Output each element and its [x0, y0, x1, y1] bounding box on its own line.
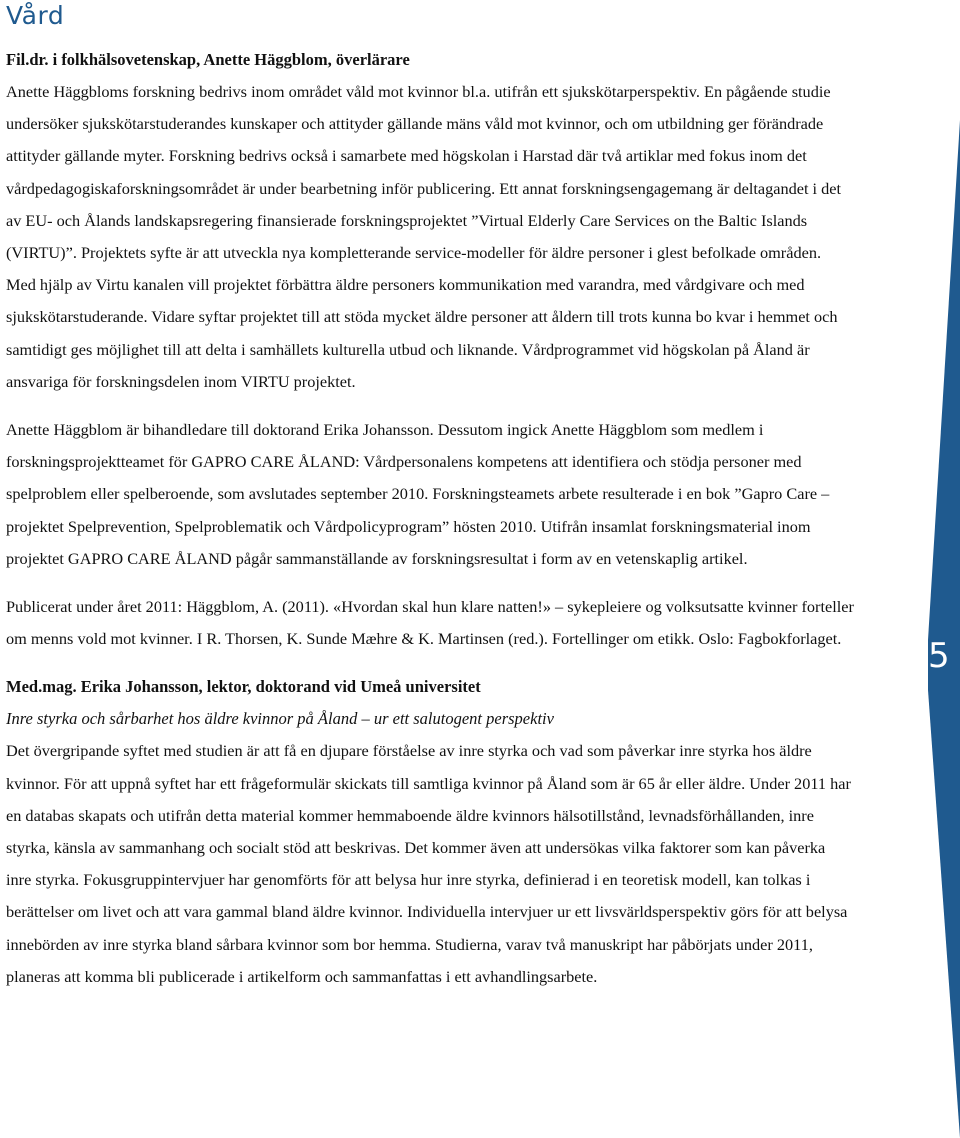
paragraph: Det övergripande syftet med studien är att få en djupare förståelse av inre styrka och vad som påverkar inre styrka hos äldre kvinnor. För att uppnå syftet har ett frågeformulär skickats till samtliga kvinnor på Åland som är 65 år eller äldre. Under 2011 har en databas skapats och utifrån detta material kommer hemmaboende äldre kvinnors hälsotillstånd, levnadsförhållanden, inre styrka, känsla av sammanhang och socialt stöd att beskrivas. Det kommer även att undersökas vilka faktorer som kan påverka inre styrka. Fokusgruppintervjuer har genomförts för att belysa hur inre styrka, definierad i en teoretisk modell, kan tolkas i berättelser om livet och att vara gammal bland äldre kvinnor. Individuella intervjuer ur ett livsvärldsperspektiv görs för att belysa innebörden av inre styrka bland sårbara kvinnor som bor hemma. Studierna, varav två manuskript har påbörjats under 2011, planeras att komma bli publicerade i artikelform och sammanfattas i ett avhandlingsarbete. [6, 741, 851, 986]
page-tab-shape [928, 120, 960, 1138]
section-heading: Fil.dr. i folkhälsovetenskap, Anette Häggblom, överlärare [6, 50, 410, 69]
document-body [6, 44, 854, 1009]
section-haggblom [6, 44, 854, 655]
page-number: 5 [928, 636, 950, 676]
paragraph: Anette Häggbloms forskning bedrivs inom området våld mot kvinnor bl.a. utifrån ett sjukskötarperspektiv. En pågående studie undersöker sjukskötarstuderandes kunskaper och attityder gällande mäns våld mot kvinnor, och om utbildning ger förändrade attityder gällande myter. Forskning bedrivs också i samarbete med högskolan i Harstad där två artiklar med fokus inom det vårdpedagogiskaforskningsområdet är under bearbetning inför publicering. Ett annat forskningsengagemang är deltagandet i det av EU- och Ålands landskapsregering finansierade forskningsprojektet ”Virtual Elderly Care Services on the Baltic Islands (VIRTU)”. Projektets syfte är att utveckla nya kompletterande service-modeller för äldre personer i glest befolkade områden. Med hjälp av Virtu kanalen vill projektet förbättra äldre personers kommunikation med varandra, med vårdgivare och med sjukskötarstuderande. Vidare syftar projektet till att stöda mycket äldre personer att åldern till trots kunna bo kvar i hemmet och samtidigt ges möjlighet till att delta i samhällets kulturella utbud och liknande. Vårdprogrammet vid högskolan på Åland är ansvariga för forskningsdelen inom VIRTU projektet. [6, 82, 842, 391]
section-johansson [6, 671, 854, 993]
paragraph: Anette Häggblom är bihandledare till doktorand Erika Johansson. Dessutom ingick Anette Häggblom som medlem i forskningsprojektteamet för GAPRO CARE ÅLAND: Vårdpersonalens kompetens att identifiera och stödja personer med spelproblem eller spelberoende, som avslutades september 2010. Forskningsteamets arbete resulterade i en bok ”Gapro Care – projektet Spelprevention, Spelproblematik och Vårdpolicyprogram” hösten 2010. Utifrån insamlat forskningsmaterial inom projektet GAPRO CARE ÅLAND pågår sammanställande av forskningsresultat i form av en vetenskaplig artikel. [6, 420, 830, 568]
publication-paragraph: Publicerat under året 2011: Häggblom, A. (2011). «Hvordan skal hun klare natten!» – sykepleiere og volksutsatte kvinner forteller om menns vold mot kvinner. I R. Thorsen, K. Sunde Mæhre & K. Martinsen (red.). Fortellinger om etikk. Oslo: Fagbokforlaget. [6, 597, 854, 649]
page-tab-graphic [872, 0, 960, 1138]
section-title: Vård [6, 1, 65, 30]
section-heading: Med.mag. Erika Johansson, lektor, doktorand vid Umeå universitet [6, 677, 481, 697]
study-subtitle: Inre styrka och sårbarhet hos äldre kvinnor på Åland – ur ett salutogent perspektiv [6, 709, 554, 729]
